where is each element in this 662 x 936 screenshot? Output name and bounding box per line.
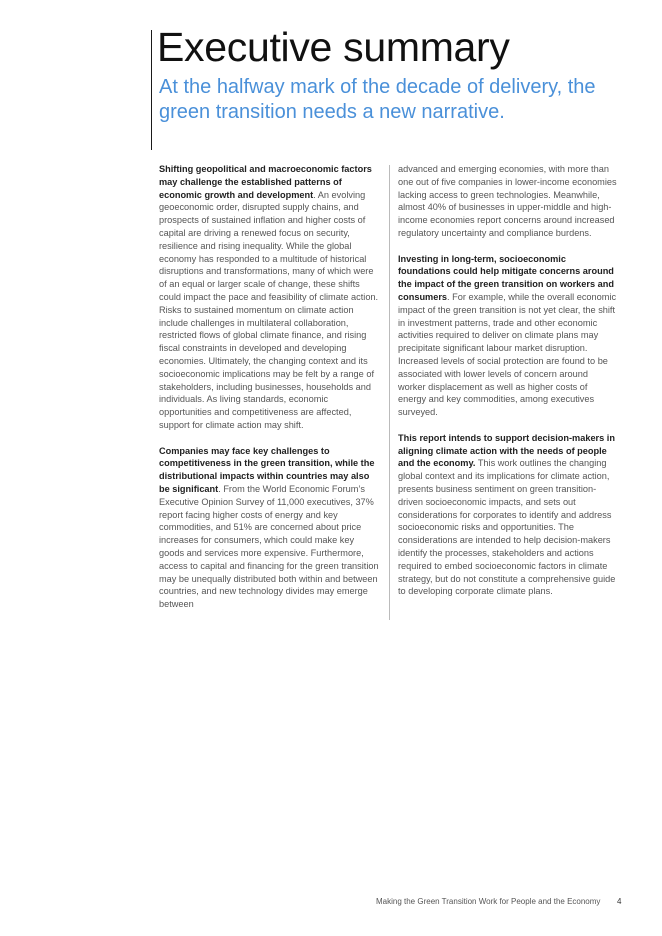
paragraph <box>398 253 618 419</box>
paragraph-body: advanced and emerging economies, with more than one out of five companies in lower-income economies lacking access to green technologies. Meanwhile, almost 40% of businesses in upper-middle and high-income economies report concerns around increased regulatory uncertainty and compliance burdens. <box>398 164 617 238</box>
page-number: 4 <box>617 897 622 906</box>
footer-title: Making the Green Transition Work for People and the Economy <box>376 897 601 906</box>
paragraph <box>398 432 618 598</box>
paragraph-body: This work outlines the changing global context and its implications for climate action, presents business sentiment on green transition-driven socioeconomic impacts, and sets out considerations for corporates to identify and address socioeconomic risks and opportunities. The considerations are intended to help decision-makers identify the processes, stakeholders and actions required to embed socioeconomic factors in climate strategy, but do not constitute a comprehensive guide to developing corporate climate plans. <box>398 458 616 597</box>
right-column <box>398 163 618 611</box>
paragraph-body: . For example, while the overall economic impact of the green transition is not yet clear, the shift in investment patterns, trade and other economic activities required to deliver on climate plans may precipitate significant labour market disruption. Increased levels of social protection are found to be associated with lower levels of concern around worker displacement as well as higher costs of energy and key commodities, among executives surveyed. <box>398 291 617 418</box>
paragraph-lead: This report intends to support decision-makers in aligning climate action with the needs of people and the economy. <box>398 432 615 469</box>
page-subtitle: At the halfway mark of the decade of delivery, the green transition needs a new narrative. <box>159 76 596 123</box>
paragraph-body: . From the World Economic Forum’s Executive Opinion Survey of 11,000 executives, 37% report facing higher costs of energy and key commodities, and 51% are concerned about price increases for consumers, which could make key goods and services more expensive. Furthermore, access to capital and financing for the green transition may be unequally distributed both within and between countries, and new technology divides may emerge between <box>159 483 379 610</box>
paragraph <box>159 163 381 432</box>
paragraph-lead: Investing in long-term, socioeconomic foundations could help mitigate concerns around the impact of the green transition on workers and consumers <box>398 253 614 302</box>
paragraph-body: . An evolving geoeconomic order, disrupted supply chains, and prospects of sustained inflation and higher costs of capital are driving a renewed focus on security, resilience and rising inequality. While the global economy has responded to a multitude of historical disruptions and transformations, many of which were of an equal or larger scale of change, these shifts could impact the pace and feasibility of climate action. Risks to sustained momentum on climate action include challenges in multilateral collaboration, restricted flows of global climate finance, and rising fiscal constraints in developed and developing economies. Ultimately, the changing context and its socioeconomic implications may be felt by a range of stakeholders, including businesses, households and individuals. As living standards, economic opportunities and competitiveness are affected, support for climate action may shift. <box>159 189 379 430</box>
title-vertical-rule <box>151 30 152 150</box>
page-title: Executive summary <box>157 24 510 70</box>
paragraph-lead: Companies may face key challenges to competitiveness in the green transition, while the distributional impacts within countries may also be significant <box>159 445 375 494</box>
left-column <box>159 163 381 624</box>
paragraph <box>159 445 381 611</box>
paragraph <box>398 163 618 240</box>
column-divider <box>389 165 390 620</box>
paragraph-lead: Shifting geopolitical and macroeconomic factors may challenge the established patterns of economic growth and development <box>159 164 372 200</box>
